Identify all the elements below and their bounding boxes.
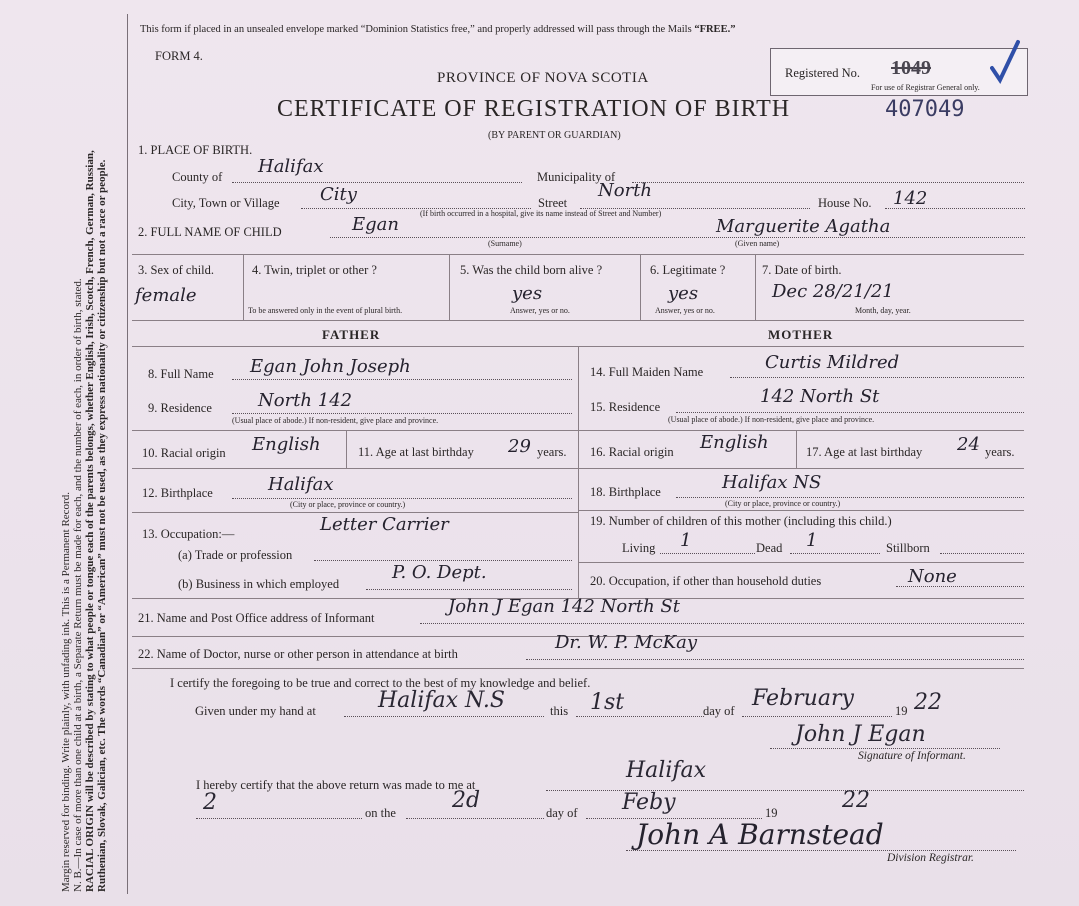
given-caption: (Given name)	[735, 239, 780, 248]
street-value: North	[598, 180, 653, 201]
given-label: Given under my hand at	[195, 704, 316, 718]
margin-line-3: RACIAL ORIGIN will be described by stating to what people or tongue each of the parents belongs, whether English, Irish, Scotch, French, German, Russian,	[84, 150, 96, 892]
given-day-value: 1st	[590, 690, 625, 715]
father-racial-value: English	[252, 434, 321, 455]
father-name-label: 8. Full Name	[148, 367, 214, 381]
registrar-statement: I hereby certify that the above return was made to me at	[196, 778, 476, 792]
city-label: City, Town or Village	[172, 196, 280, 210]
father-years-label: years.	[537, 445, 567, 459]
house-label: House No.	[818, 196, 872, 210]
legit-label: 6. Legitimate ?	[650, 263, 726, 277]
alive-label: 5. Was the child born alive ?	[460, 263, 603, 277]
given-year-prefix: 19	[895, 704, 908, 718]
registered-number: 1049	[891, 57, 931, 79]
legit-note: Answer, yes or no.	[655, 306, 715, 315]
alive-note: Answer, yes or no.	[510, 306, 570, 315]
father-age-value: 29	[508, 436, 531, 457]
registrar-year-value: 22	[842, 788, 870, 813]
twin-label: 4. Twin, triplet or other ?	[252, 263, 377, 277]
given-day-of-label: day of	[703, 704, 735, 718]
father-business-value: P. O. Dept.	[392, 562, 487, 583]
margin-line-2: N. B.—In case of more than one child at a birth, a Separate Return must be made for each, and the number of each, in order of birth, stated.	[72, 278, 84, 892]
twin-note: To be answered only in the event of plural birth.	[248, 306, 403, 315]
registrar-signature: John A Barnstead	[636, 818, 884, 851]
father-heading: FATHER	[322, 327, 381, 342]
date-note: Month, day, year.	[855, 306, 911, 315]
living-label: Living	[622, 541, 656, 555]
mother-name-label: 14. Full Maiden Name	[590, 365, 704, 379]
municipality-label: Municipality of	[537, 170, 616, 184]
living-value: 1	[680, 530, 692, 551]
registrar-day-of-label: day of	[546, 806, 578, 820]
place-section-label: 1. PLACE OF BIRTH.	[138, 143, 253, 157]
surname-caption: (Surname)	[488, 239, 522, 248]
father-birthplace-value: Halifax	[268, 474, 334, 495]
mother-birthplace-value: Halifax NS	[722, 472, 822, 493]
mother-name-value: Curtis Mildred	[765, 352, 900, 373]
father-birthplace-label: 12. Birthplace	[142, 486, 213, 500]
father-birthplace-note: (City or place, province or country.)	[290, 500, 406, 509]
margin-instructions	[60, 12, 132, 892]
legit-value: yes	[668, 283, 699, 304]
county-value: Halifax	[258, 156, 324, 177]
father-residence-value: North 142	[258, 390, 353, 411]
registered-label: Registered No.	[785, 66, 860, 80]
street-label: Street	[538, 196, 568, 210]
margin-line-1: Margin reserved for binding. Write plainly, with unfading ink. This is a Permanent Record.	[60, 492, 72, 892]
father-residence-label: 9. Residence	[148, 401, 212, 415]
mail-notice-text: This form if placed in an unsealed envelope marked “Dominion Statistics free,” and properly addressed will pass through the Mails	[140, 24, 695, 35]
registrar-place-value: Halifax	[626, 758, 707, 783]
given-year-value: 22	[914, 690, 942, 715]
informant-signature-caption: Signature of Informant.	[858, 750, 966, 762]
father-age-label: 11. Age at last birthday	[358, 445, 474, 459]
alive-value: yes	[512, 283, 543, 304]
registrar-year-prefix: 19	[765, 806, 778, 820]
stamp-number: 407049	[885, 97, 965, 122]
page-subtitle: (BY PARENT OR GUARDIAN)	[488, 130, 621, 141]
city-value: City	[320, 184, 357, 205]
father-residence-note: (Usual place of abode.) If non-resident, give place and province.	[232, 416, 439, 425]
mother-birthplace-label: 18. Birthplace	[590, 485, 661, 499]
child-given-name: Marguerite Agatha	[716, 216, 891, 237]
certify-statement: I certify the foregoing to be true and correct to the best of my knowledge and belief.	[170, 676, 591, 690]
given-month-value: February	[752, 686, 854, 711]
child-surname: Egan	[352, 214, 399, 235]
date-value: Dec 28/21/21	[772, 281, 894, 302]
mother-heading: MOTHER	[768, 327, 834, 342]
father-occupation-value: Letter Carrier	[320, 514, 449, 535]
father-business-label: (b) Business in which employed	[178, 577, 340, 591]
doctor-value: Dr. W. P. McKay	[555, 632, 698, 653]
mother-racial-label: 16. Racial origin	[590, 445, 674, 459]
registrar-on-the-label: on the	[365, 806, 396, 820]
dead-value: 1	[806, 530, 818, 551]
mother-residence-value: 142 North St	[760, 386, 880, 407]
dead-label: Dead	[756, 541, 783, 555]
mother-children-label: 19. Number of children of this mother (including this child.)	[590, 514, 892, 528]
father-name-value: Egan John Joseph	[250, 356, 411, 377]
mail-notice	[140, 24, 735, 35]
mother-age-label: 17. Age at last birthday	[806, 445, 923, 459]
given-this-label: this	[550, 704, 569, 718]
mail-notice-free: “FREE.”	[694, 24, 736, 35]
informant-value: John J Egan 142 North St	[448, 596, 680, 617]
mother-residence-note: (Usual place of abode.) If non-resident, give place and province.	[668, 415, 875, 424]
registrar-day-value: 2d	[452, 788, 481, 813]
registrar-note: For use of Registrar General only.	[871, 83, 980, 92]
county-label: County of	[172, 170, 223, 184]
informant-label: 21. Name and Post Office address of Informant	[138, 611, 375, 625]
checkmark-icon	[990, 38, 1020, 88]
mother-occupation-value: None	[908, 566, 957, 587]
margin-line-4: Ruthenian, Slovak, Galician, etc. The words “Canadian” or “American” must not be used, as they express nationality or citizenship but not a race or people.	[96, 159, 108, 892]
province-heading: PROVINCE OF NOVA SCOTIA	[437, 70, 649, 86]
date-label: 7. Date of birth.	[762, 263, 842, 277]
mother-residence-label: 15. Residence	[590, 400, 661, 414]
father-racial-label: 10. Racial origin	[142, 446, 226, 460]
registrar-signature-caption: Division Registrar.	[887, 852, 974, 864]
mother-occupation-label: 20. Occupation, if other than household duties	[590, 574, 822, 588]
binding-line	[127, 14, 128, 894]
mother-birthplace-note: (City or place, province or country.)	[725, 499, 841, 508]
informant-signature: John J Egan	[795, 722, 926, 747]
mother-years-label: years.	[985, 445, 1015, 459]
registrar-month-value: Feby	[622, 790, 676, 815]
form-label: FORM 4.	[155, 49, 203, 63]
doctor-label: 22. Name of Doctor, nurse or other person in attendance at birth	[138, 647, 458, 661]
hospital-note: (If birth occurred in a hospital, give its name instead of Street and Number)	[420, 209, 662, 218]
registrar-initial: 2	[203, 790, 217, 815]
mother-age-value: 24	[957, 434, 980, 455]
father-occupation-label: 13. Occupation:—	[142, 527, 235, 541]
sex-value: female	[135, 285, 197, 306]
stillborn-label: Stillborn	[886, 541, 930, 555]
mother-racial-value: English	[700, 432, 769, 453]
given-place-value: Halifax N.S	[378, 688, 505, 713]
page-title: CERTIFICATE OF REGISTRATION OF BIRTH	[277, 96, 791, 122]
sex-label: 3. Sex of child.	[138, 263, 215, 277]
house-value: 142	[893, 188, 928, 209]
father-trade-label: (a) Trade or profession	[178, 548, 293, 562]
child-name-label: 2. FULL NAME OF CHILD	[138, 225, 282, 239]
